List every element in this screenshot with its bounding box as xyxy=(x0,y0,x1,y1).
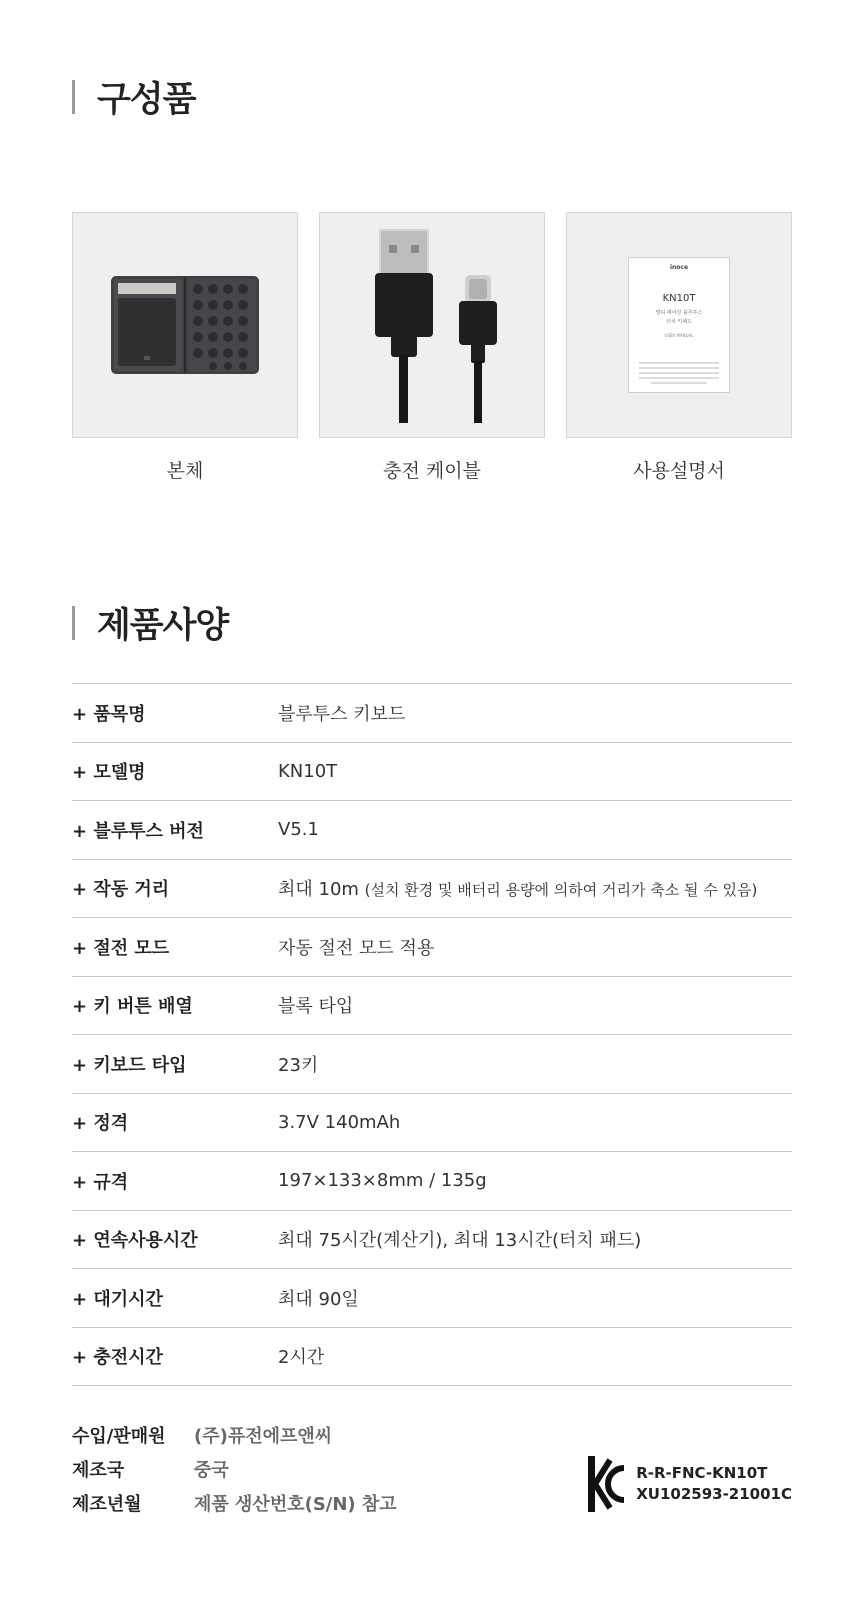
spec-value: V5.1 xyxy=(278,819,319,841)
spec-value: 최대 90일 xyxy=(278,1288,359,1310)
heading-bar xyxy=(72,606,75,640)
spec-key: + 품목명 xyxy=(72,703,146,725)
spec-key: + 블루투스 버전 xyxy=(72,820,204,842)
spec-row xyxy=(72,1211,792,1270)
component-label: 본체 xyxy=(166,460,204,482)
kc-mark-icon xyxy=(588,1456,626,1512)
manual-guide: USER MANUAL xyxy=(664,333,694,338)
kc-certification xyxy=(588,1456,792,1512)
origin-value: 중국 xyxy=(194,1460,229,1481)
keyboard-image xyxy=(72,212,298,438)
spec-value-main: 최대 10m xyxy=(278,879,359,901)
manual-brand: inoce xyxy=(669,264,689,271)
spec-row xyxy=(72,1035,792,1094)
manual-subtitle-2: 터치 키패드 xyxy=(666,319,692,325)
spec-key: + 작동 거리 xyxy=(72,879,170,901)
spec-value: 자동 절전 모드 적용 xyxy=(278,937,435,959)
footer-info xyxy=(72,1418,792,1520)
manual-fine-print xyxy=(639,362,719,384)
manual-subtitle: 멀티 페어링 블루투스 xyxy=(655,310,703,316)
components-heading xyxy=(72,72,195,122)
spec-value: 블록 타입 xyxy=(278,996,354,1018)
spec-row xyxy=(72,1094,792,1153)
importer-value: (주)퓨전에프앤씨 xyxy=(194,1426,333,1447)
component-label: 사용설명서 xyxy=(633,460,725,482)
spec-row xyxy=(72,1328,792,1387)
spec-value: 3.7V 140mAh xyxy=(278,1111,401,1133)
spec-value: 블루투스 키보드 xyxy=(278,703,406,725)
cable-image xyxy=(319,212,545,438)
origin-label: 제조국 xyxy=(72,1460,125,1481)
spec-key: + 키 버튼 배열 xyxy=(72,996,193,1018)
components-list xyxy=(72,212,792,483)
spec-key: + 정격 xyxy=(72,1113,129,1135)
spec-value: 2시간 xyxy=(278,1347,325,1369)
spec-key: + 모델명 xyxy=(72,762,146,784)
spec-key: + 연속사용시간 xyxy=(72,1230,198,1252)
component-item-manual xyxy=(566,212,792,483)
spec-row xyxy=(72,1269,792,1328)
heading-bar xyxy=(72,80,75,114)
spec-row xyxy=(72,684,792,743)
importer-line xyxy=(72,1418,792,1452)
spec-row xyxy=(72,977,792,1036)
components-title: 구성품 xyxy=(97,80,196,120)
manual-image xyxy=(566,212,792,438)
spec-row xyxy=(72,801,792,860)
spec-heading xyxy=(72,598,228,648)
component-label: 충전 케이블 xyxy=(383,460,481,482)
spec-value: 197×133×8mm / 135g xyxy=(278,1170,487,1192)
spec-row xyxy=(72,918,792,977)
spec-key: + 규격 xyxy=(72,1171,129,1193)
importer-label: 수입/판매원 xyxy=(72,1426,166,1447)
spec-table xyxy=(72,683,792,1386)
spec-value: 23키 xyxy=(278,1054,319,1076)
date-label: 제조년월 xyxy=(72,1494,142,1515)
cert-code-2: XU102593-21001C xyxy=(636,1485,792,1503)
manual-model: KN10T xyxy=(662,293,696,304)
spec-row xyxy=(72,743,792,802)
cert-code-1: R-R-FNC-KN10T xyxy=(636,1464,768,1482)
spec-key: + 대기시간 xyxy=(72,1288,163,1310)
spec-value: 최대 75시간(계산기), 최대 13시간(터치 패드) xyxy=(278,1230,642,1252)
spec-value: KN10T xyxy=(278,760,338,782)
spec-row xyxy=(72,860,792,919)
component-item-cable xyxy=(319,212,545,483)
component-item-body xyxy=(72,212,298,483)
spec-value-note: (설치 환경 및 배터리 용량에 의하여 거리가 축소 될 수 있음) xyxy=(364,881,758,900)
date-value: 제품 생산번호(S/N) 참고 xyxy=(194,1494,397,1515)
spec-row xyxy=(72,1152,792,1211)
spec-title: 제품사양 xyxy=(97,606,229,646)
spec-key: + 키보드 타입 xyxy=(72,1054,187,1076)
spec-key: + 충전시간 xyxy=(72,1347,163,1369)
manual-booklet xyxy=(628,257,730,393)
spec-value xyxy=(278,875,757,901)
cert-codes xyxy=(636,1463,792,1505)
spec-key: + 절전 모드 xyxy=(72,937,170,959)
